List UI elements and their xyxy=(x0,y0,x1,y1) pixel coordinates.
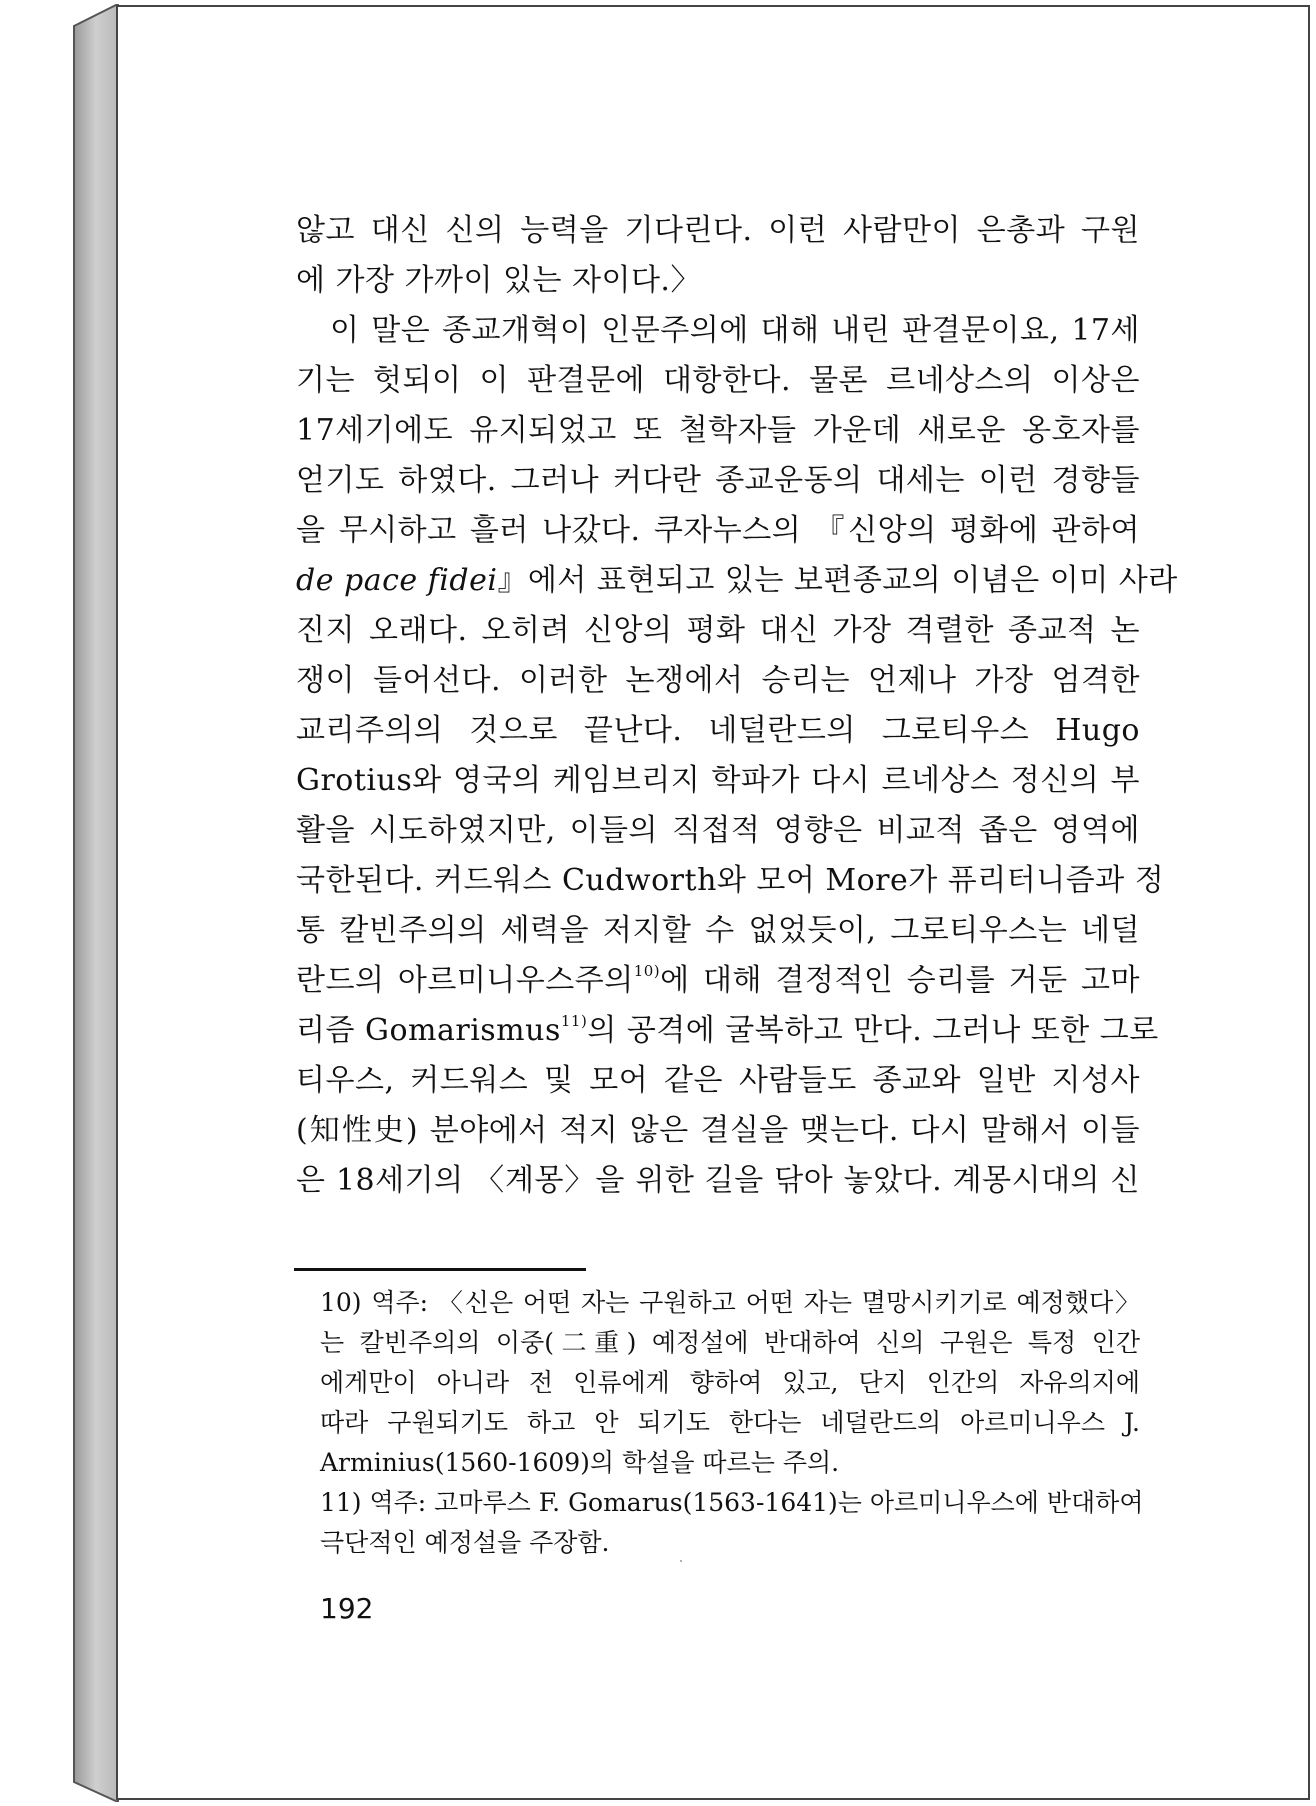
body-line: 활을 시도하였지만, 이들의 직접적 영향은 비교적 좁은 영역에 xyxy=(296,813,1140,848)
body-line: 17세기에도 유지되었고 또 철학자들 가운데 새로운 옹호자를 xyxy=(296,413,1140,448)
speck xyxy=(680,1560,682,1562)
body-line: 티우스, 커드워스 및 모어 같은 사람들도 종교와 일반 지성사 xyxy=(296,1063,1140,1098)
body-line: Grotius와 영국의 케임브리지 학파가 다시 르네상스 정신의 부 xyxy=(296,763,1140,798)
body-text-segment: 리즘 Gomarismus xyxy=(296,1013,561,1048)
footnote-line: 11) 역주: 고마루스 F. Gomarus(1563-1641)는 아르미니우스에 반대하여 xyxy=(320,1488,1144,1517)
body-line xyxy=(296,956,1140,1006)
body-line: 은 18세기의 〈계몽〉을 위한 길을 닦아 놓았다. 계몽시대의 신 xyxy=(296,1163,1140,1198)
latin-title: de pace fidei xyxy=(296,563,498,598)
footnote-line: 극단적인 예정설을 주장함. xyxy=(320,1528,610,1557)
footnote-line: 10) 역주: 〈신은 어떤 자는 구원하고 어떤 자는 멸망시키기로 예정했다〉 xyxy=(320,1288,1140,1317)
footnotes xyxy=(320,1283,1144,1563)
body-text xyxy=(296,206,1178,1206)
body-text-segment: 란드의 아르미니우스주의 xyxy=(296,963,634,998)
body-text-segment: 에 대해 결정적인 승리를 거둔 고마 xyxy=(660,963,1140,998)
footnote-divider xyxy=(294,1268,586,1271)
body-line: (知性史) 분야에서 적지 않은 결실을 맺는다. 다시 말해서 이들 xyxy=(296,1113,1141,1148)
footnote xyxy=(320,1283,1140,1483)
footnote-reference: 11) xyxy=(560,1012,588,1030)
body-line: 을 무시하고 흘러 나갔다. 쿠자누스의 『신앙의 평화에 관하여 xyxy=(296,513,1140,548)
body-text-segment: 』에서 표현되고 있는 보편종교의 이념은 이미 사라 xyxy=(497,563,1178,598)
footnote-reference: 10) xyxy=(633,962,661,980)
footnote xyxy=(320,1483,1144,1563)
body-line: 이 말은 종교개혁이 인문주의에 대해 내린 판결문이요, 17세 xyxy=(330,313,1140,348)
body-line: 기는 헛되이 이 판결문에 대항한다. 물론 르네상스의 이상은 xyxy=(296,363,1140,398)
body-line xyxy=(296,556,1178,606)
body-line: 교리주의의 것으로 끝난다. 네덜란드의 그로티우스 Hugo xyxy=(296,713,1140,748)
body-line: 국한된다. 커드워스 Cudworth와 모어 More가 퓨리터니즘과 정 xyxy=(296,863,1165,898)
body-line: 않고 대신 신의 능력을 기다린다. 이런 사람만이 은총과 구원 xyxy=(296,213,1140,248)
body-text-segment: 의 공격에 굴복하고 만다. 그러나 또한 그로 xyxy=(587,1013,1159,1048)
footnote-line: 따라 구원되기도 하고 안 되기도 한다는 네덜란드의 아르미니우스 J. xyxy=(320,1408,1140,1437)
body-line: 통 칼빈주의의 세력을 저지할 수 없었듯이, 그로티우스는 네덜 xyxy=(296,913,1140,948)
body-line: 에 가장 가까이 있는 자이다.〉 xyxy=(296,263,701,298)
footnote-line: 는 칼빈주의의 이중(二重) 예정설에 반대하여 신의 구원은 특정 인간 xyxy=(320,1328,1140,1357)
book-spine xyxy=(70,4,120,1802)
page-number: 192 xyxy=(320,1592,374,1625)
body-line xyxy=(296,1006,1159,1056)
footnote-line: 에게만이 아니라 전 인류에게 향하여 있고, 단지 인간의 자유의지에 xyxy=(320,1368,1140,1397)
body-line: 쟁이 들어선다. 이러한 논쟁에서 승리는 언제나 가장 엄격한 xyxy=(296,663,1140,698)
body-line: 진지 오래다. 오히려 신앙의 평화 대신 가장 격렬한 종교적 논 xyxy=(296,613,1140,648)
body-line: 얻기도 하였다. 그러나 커다란 종교운동의 대세는 이런 경향들 xyxy=(296,463,1140,498)
footnote-line: Arminius(1560-1609)의 학설을 따르는 주의. xyxy=(320,1448,840,1477)
